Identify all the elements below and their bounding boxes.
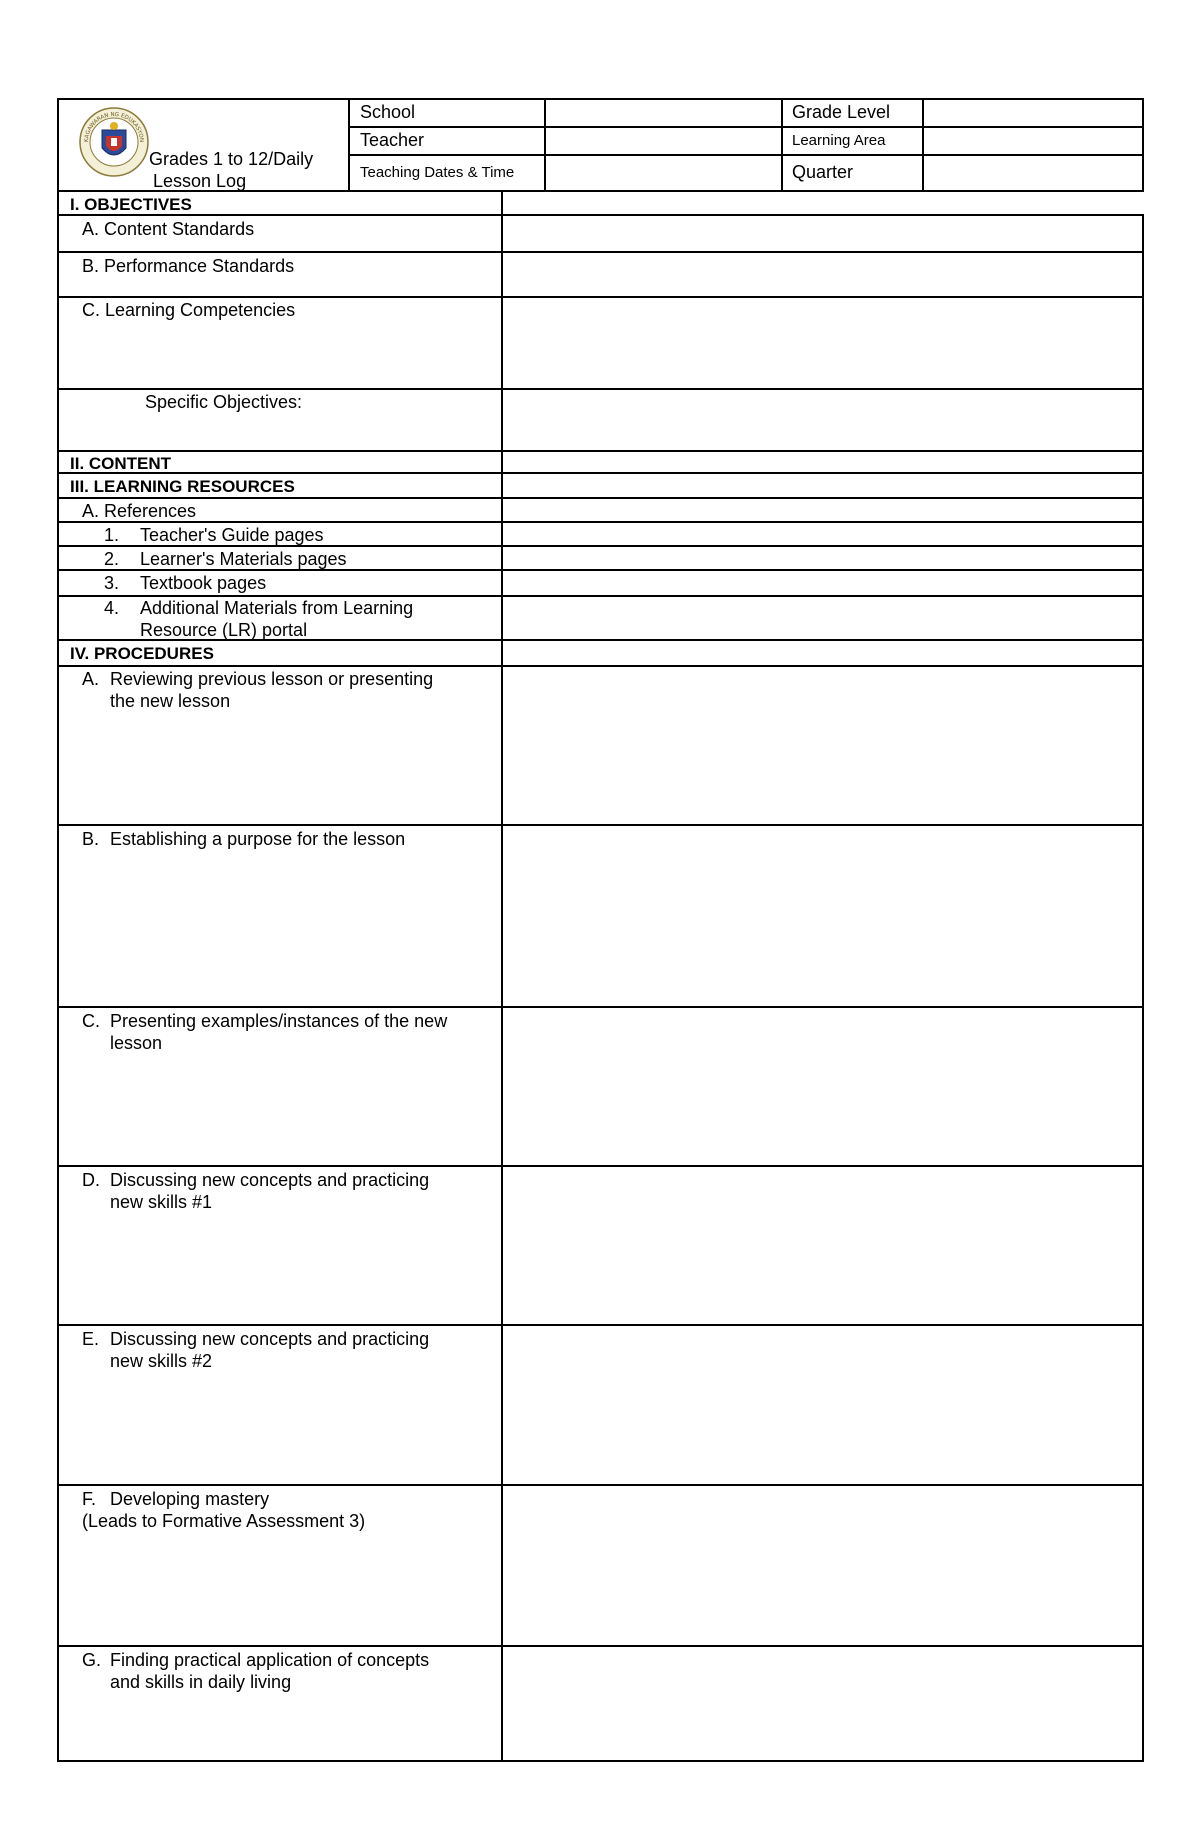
rule — [57, 1006, 1144, 1008]
procE-line2: new skills #2 — [110, 1351, 213, 1371]
rule — [348, 154, 1144, 156]
ref2-number: 2. — [104, 549, 120, 569]
procD-letter: D. — [82, 1170, 100, 1190]
rule — [348, 126, 1144, 128]
deped-seal-logo — [78, 106, 150, 178]
content-heading: II. CONTENT — [70, 454, 172, 473]
references-label: A. References — [82, 501, 197, 521]
quarter-label: Quarter — [792, 162, 854, 182]
form-title-line2: Lesson Log — [153, 171, 247, 191]
procG-letter: G. — [82, 1650, 102, 1670]
ref1-number: 1. — [104, 525, 120, 545]
ref3-number: 3. — [104, 573, 120, 593]
rule — [922, 98, 924, 192]
rule — [57, 450, 1144, 452]
rule — [57, 98, 59, 1762]
rule — [57, 1324, 1144, 1326]
procF-letter: F. — [82, 1489, 97, 1509]
ref1-label: Teacher's Guide pages — [140, 525, 324, 545]
procG-line1: Finding practical application of concepts — [110, 1650, 430, 1670]
content-standards-label: A. Content Standards — [82, 219, 255, 239]
rule — [57, 1484, 1144, 1486]
procD-line2: new skills #1 — [110, 1192, 213, 1212]
rule — [57, 251, 1144, 253]
procC-line1: Presenting examples/instances of the new — [110, 1011, 448, 1031]
ref4-label-line2: Resource (LR) portal — [140, 620, 308, 640]
performance-standards-label: B. Performance Standards — [82, 256, 295, 276]
ref4-label-line1: Additional Materials from Learning — [140, 598, 414, 618]
rule — [57, 388, 1144, 390]
rule — [57, 472, 1144, 474]
ref3-label: Textbook pages — [140, 573, 267, 593]
procC-line2: lesson — [110, 1033, 163, 1053]
rule — [501, 190, 503, 1762]
rule — [57, 296, 1144, 298]
rule — [57, 521, 1144, 523]
procA-letter: A. — [82, 669, 100, 689]
procB-letter: B. — [82, 829, 100, 849]
ref4-number: 4. — [104, 598, 120, 618]
rule — [57, 824, 1144, 826]
objectives-heading: I. OBJECTIVES — [70, 195, 192, 214]
rule — [1142, 98, 1144, 192]
ref2-label: Learner's Materials pages — [140, 549, 347, 569]
teacher-label: Teacher — [360, 130, 425, 150]
rule — [57, 1645, 1144, 1647]
grade-level-label: Grade Level — [792, 102, 891, 122]
specific-objectives-label: Specific Objectives: — [145, 392, 303, 412]
rule — [57, 665, 1144, 667]
procB-line1: Establishing a purpose for the lesson — [110, 829, 406, 849]
teaching-dates-label: Teaching Dates & Time — [360, 164, 515, 181]
procA-line1: Reviewing previous lesson or presenting — [110, 669, 434, 689]
procG-line2: and skills in daily living — [110, 1672, 292, 1692]
rule — [781, 98, 783, 192]
rule — [544, 98, 546, 192]
rule — [57, 98, 1144, 100]
procF-line2: (Leads to Formative Assessment 3) — [82, 1511, 366, 1531]
procC-letter: C. — [82, 1011, 100, 1031]
learning-competencies-label: C. Learning Competencies — [82, 300, 296, 320]
procE-line1: Discussing new concepts and practicing — [110, 1329, 430, 1349]
learning-area-label: Learning Area — [792, 132, 886, 149]
form-title-line1: Grades 1 to 12/Daily — [149, 149, 314, 169]
rule — [348, 98, 350, 192]
rule — [57, 1760, 1144, 1762]
rule — [1142, 215, 1144, 1762]
procF-line1: Developing mastery — [110, 1489, 270, 1509]
procD-line1: Discussing new concepts and practicing — [110, 1170, 430, 1190]
seal-text: KAGAWARAN NG EDUKASYON — [83, 111, 145, 143]
procE-letter: E. — [82, 1329, 100, 1349]
procedures-heading: IV. PROCEDURES — [70, 644, 214, 663]
learning-resources-heading: III. LEARNING RESOURCES — [70, 477, 295, 496]
school-label: School — [360, 102, 416, 122]
procA-line2: the new lesson — [110, 691, 231, 711]
rule — [57, 214, 1144, 216]
rule — [57, 1165, 1144, 1167]
